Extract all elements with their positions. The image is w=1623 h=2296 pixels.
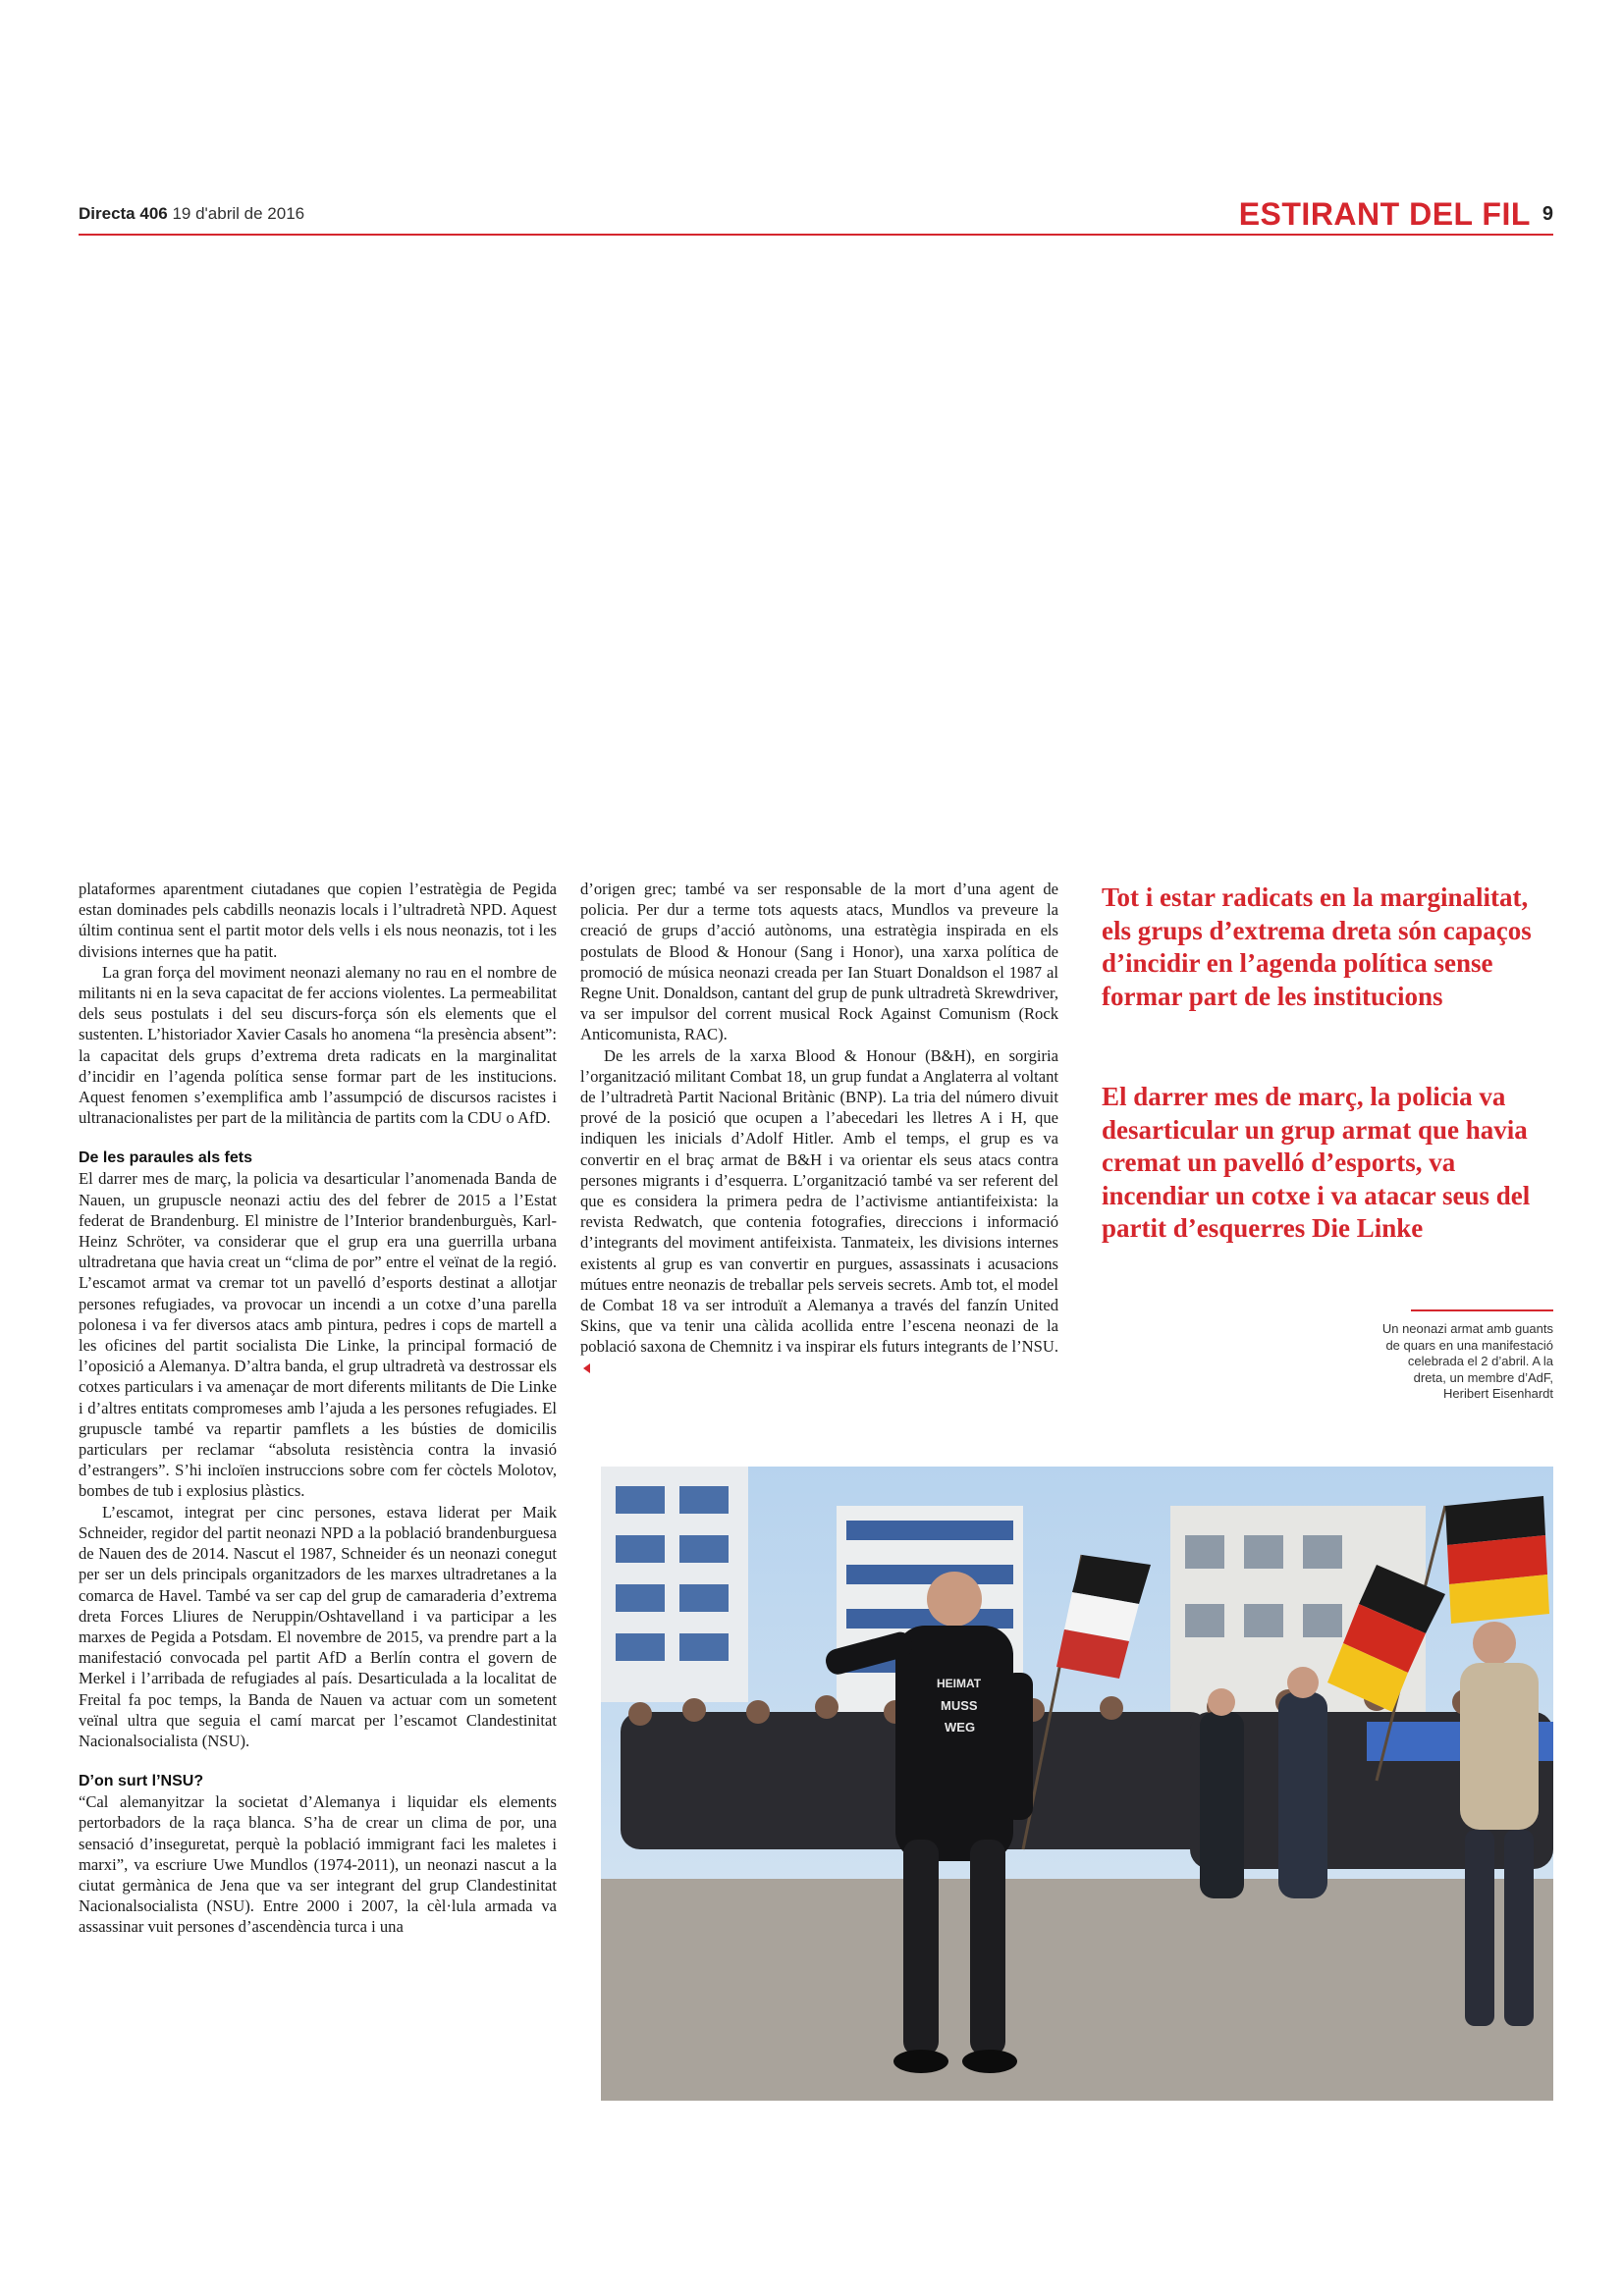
header-rule xyxy=(79,234,1553,236)
photo-caption: Un neonazi armat amb guants de quars en una manifestació celebrada el 2 d’abril. A la dreta, un membre d’AdF, Heribert Eisenhardt xyxy=(1381,1321,1553,1401)
paragraph: d’origen grec; també va ser responsable de la mort d’una agent de policia. Per dur a terme tots aquests atacs, Mundlos va preveure la creació de grups d’acció autònoms, una estratègia inspirada en els postulats de Blood & Honour (Sang i Honor), una xarxa política de promoció de música neonazi creada per Ian Stuart Donaldson el 1987 al Regne Unit. Donaldson, cantant del grup de punk ultradretà Skrewdriver, va ser impulsor del corrent musical Rock Against Comunism (Rock Anticomunista, RAC). xyxy=(580,880,1058,1044)
subheading: De les paraules als fets xyxy=(79,1149,252,1167)
article-photo xyxy=(601,1467,1553,2101)
paragraph: La gran força del moviment neonazi alemany no rau en el nombre de militants ni en la seva capacitat de fer accions violentes. La permeabilitat dels seus postulats i del seu discurs-força són els elements que el sustenten. L’historiador Xavier Casals ho anomena “la presència absent”: la capacitat dels grups d’extrema dreta radicats en la marginalitat d’incidir en l’agenda política sense formar part de les institucions. Aquest fenomen s’exemplifica amb l’assumpció de discursos racistes i ultranacionalistes per part de la militància de partits com la CDU o AfD. xyxy=(79,962,557,1128)
section-header xyxy=(1239,196,1553,233)
pullquote-2: El darrer mes de març, la policia va desarticular un grup armat que havia cremat un pavelló d’esports, va incendiar un cotxe i va atacar seus del partit d’esquerres Die Linke xyxy=(1102,1082,1531,1243)
paragraph-text: De les arrels de la xarxa Blood & Honour (B&H), en sorgiria l’organització militant Combat 18, un grup fundat a Anglaterra al voltant de l’ultradretà Partit Nacional Britànic (BNP). La tria del número divuit prové de la posició que ocupen a l’abecedari les lletres A i H, que indiquen les inicials d’Adolf Hitler. Amb el temps, el grup es va convertir en el braç armat de B&H i va orientar els seus atacs contra persones migrants i d’esquerra. L’organització també va ser referent del que es considera la primera pedra de l’activisme antiantifeixista: la revista Redwatch, que contenia fotografies, direccions i informació d’integrants del moviment antifeixista. Tanmateix, les divisions internes existents al grup es van convertir en purgues, assassinats i acusacions mútues entre neonazis de treballar pels serveis secrets. Amb tot, el model de Combat 18 va ser introduït a Alemanya a través del fanzín United Skins, que va tenir una càlida acollida entre l’escena neonazi de la població saxona de Chemnitz i va inspirar els futurs integrants de l’NSU. xyxy=(580,1045,1058,1357)
article-column-1 xyxy=(79,879,557,1938)
paragraph: L’escamot, integrat per cinc persones, estava liderat per Maik Schneider, regidor del partit neonazi NPD a la població brandenburguesa de Nauen des de 2014. Nascut el 1987, Schneider és un neonazi conegut per ser un dels principals organitzadors de les marxes ultradretanes a la comarca de Havel. També va ser cap del grup de camaraderia d’extrema dreta Forces Lliures de Neruppin/Oshtavelland i va participar a les marxes de Pegida a Potsdam. El novembre de 2015, va prendre part a la manifestació convocada pel partit AfD a Berlín contra el govern de Merkel i l’arribada de refugiades al país. Desarticulada a la localitat de Freital fa poc temps, la Banda de Nauen va actuar com un sometent veïnal ultra que seguia el camí marcat per l’escamot Clandestinitat Nacionalsocialista (NSU). xyxy=(79,1502,557,1750)
section-title: ESTIRANT DEL FIL xyxy=(1238,196,1531,232)
publication-info xyxy=(79,204,304,224)
shirt-text: HEIMAT xyxy=(937,1677,982,1690)
paragraph: plataformes aparentment ciutadanes que copien l’estratègia de Pegida estan dominades pels cabdills neonazis locals i l’ultradretà NPD. Aquest últim continua sent el partit motor dels vells i els nous neonazis, tot i les divisions internes que ha patit. xyxy=(79,880,557,961)
paragraph: “Cal alemanyitzar la societat d’Alemanya i liquidar els elements pertorbadors de la raça blanca. S’ha de crear un clima de por, una sensació d’inseguretat, perquè la població immigrant faci les maletes i marxi”, va escriure Uwe Mundlos (1974-2011), un neonazi nascut a la ciutat germànica de Jena que va ser integrant del grup Clandestinitat Nacionalsocialista (NSU). Entre 2000 i 2007, la cèl·lula armada va assassinar vuit persones d’ascendència turca i una xyxy=(79,1792,557,1937)
end-mark-icon xyxy=(583,1363,590,1373)
paragraph: El darrer mes de març, la policia va desarticular l’anomenada Banda de Nauen, un grupuscle neonazi actiu des del febrer de 2015 a l’Estat federat de Brandenburg. El ministre de l’Interior brandenburguès, Karl-Heinz Schröter, va considerar que el grup era una guerrilla urbana ultradretana que havia creat un “clima de por” entre el veïnat de la regió. L’escamot armat va cremar tot un pavelló d’esports destinat a allotjar persones refugiades, va provocar un incendi a un cotxe d’una parella polonesa i va fer diversos atacs amb pintura, pedres i cops de martell a les oficines del partit socialista Die Linke, la principal formació de l’oposició a Alemanya. D’altra banda, el grup ultradretà va destrossar els cotxes particulars i va amenaçar de mort diferents militants de Die Linke i d’altres entitats compromeses amb l’ajuda a les persones refugiades. El grupuscle també va repartir pamflets a les bústies de domicilis particulars per reclamar “absoluta resistència contra la invasió d’estrangers”. S’hi incloïen instruccions sobre com fer còctels Molotov, bombes de tub i explosius plàstics. xyxy=(79,1169,557,1501)
page-number: 9 xyxy=(1542,203,1553,225)
shirt-text: WEG xyxy=(945,1720,976,1735)
caption-rule xyxy=(1411,1309,1553,1311)
paragraph-last xyxy=(580,1045,1058,1378)
publication-date: 19 d'abril de 2016 xyxy=(172,204,305,223)
publication-name: Directa 406 xyxy=(79,204,168,223)
article-column-2 xyxy=(580,879,1058,1378)
pullquote-1: Tot i estar radicats en la marginalitat, els grups d’extrema dreta són capaços d’incidir en l’agenda política sense formar part de les institucions xyxy=(1102,882,1532,1011)
subheading: D’on surt l’NSU? xyxy=(79,1773,204,1790)
page-header xyxy=(79,196,1553,230)
shirt-text: MUSS xyxy=(941,1698,978,1713)
